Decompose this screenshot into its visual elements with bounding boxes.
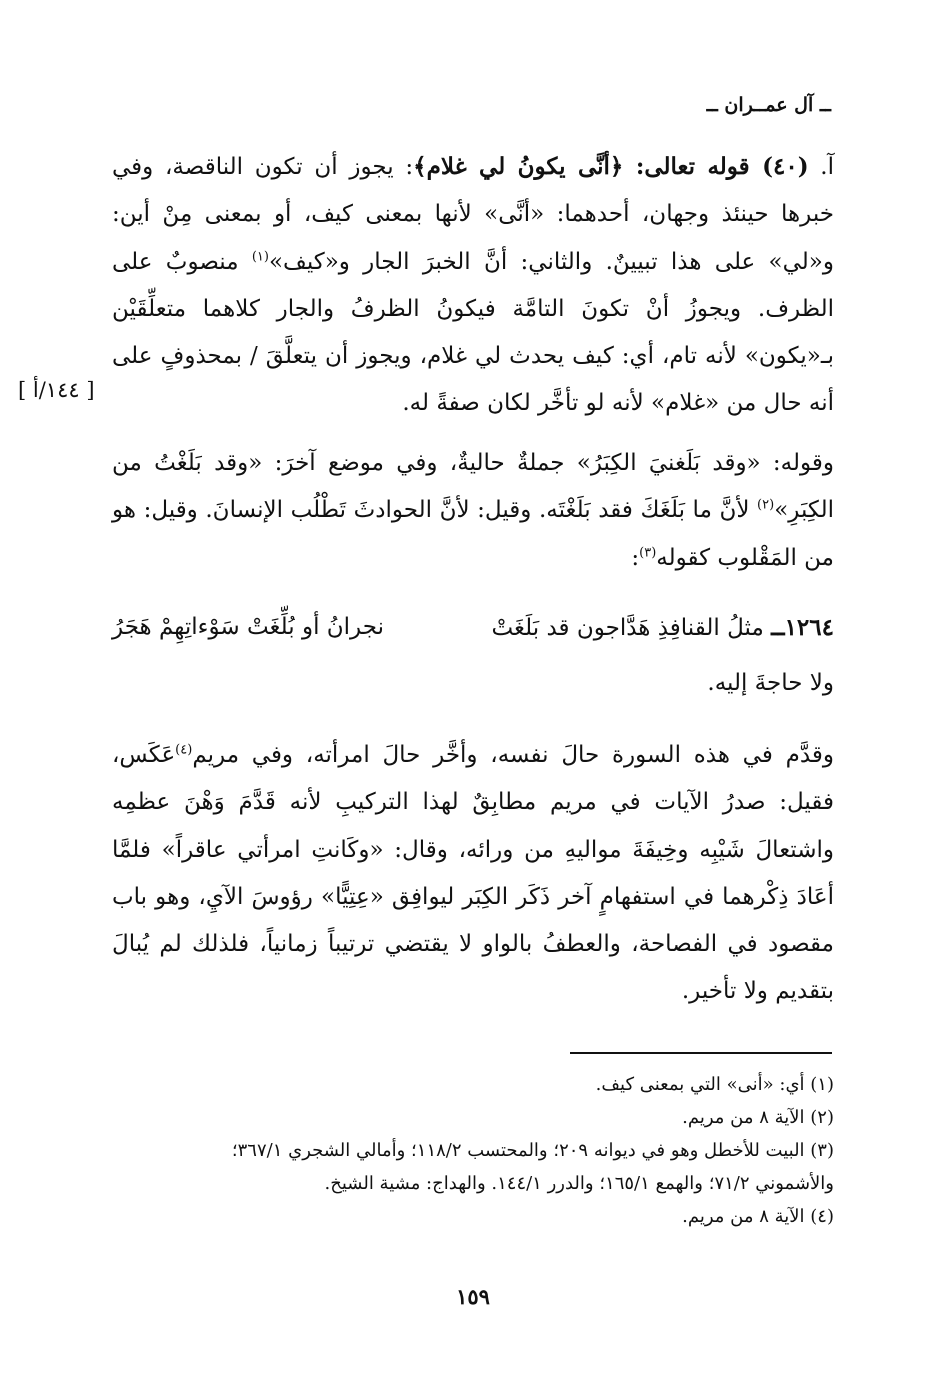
footnote-ref-4[interactable]: (٤): [175, 742, 193, 758]
paragraph-1: [112, 143, 834, 428]
page-number: ١٥٩: [456, 1284, 490, 1309]
paragraph-1-text: : يجوز أن تكون الناقصة، وفي خبرها حينئذ وجهان، أحدهما: «أنَّى» لأنها بمعنى كيف، أو بمعنى مِنْ أين: و«لي» على هذا تبيينٌ. والثاني: أنَّ الخبرَ الجار و«كيف»: [112, 154, 834, 275]
paragraph-2: [112, 440, 834, 582]
hemistich-1: مثلُ القنافِذِ هَدَّاجون قد بَلَغَتْ: [491, 615, 764, 641]
footnote-ref-2[interactable]: (٢): [757, 497, 775, 513]
footnote-3-continued: والأشموني ٧١/٢؛ والهمع ١٦٥/١؛ والدرر ١٤٤/١. والهداج: مشية الشيخ.: [324, 1173, 834, 1194]
paragraph-3-text: وقدَّم في هذه السورة حالَ نفسه، وأخَّر حالَ امرأته، وفي مريم: [192, 742, 834, 768]
manuscript-folio-marker: [ ١٤٤/أ ]: [18, 378, 95, 402]
paragraph-3-text-2: عَكَس، فقيل: صدرُ الآيات في مريم مطابِقٌ لهذا التركيبِ لأنه قَدَّمَ وَهْنَ عظمِه واشتعالَ شَيْبِه وخِيفَةَ مواليهِ من ورائه، وقال: «وكَانتِ امرأتي عاقراً» فلمَّا أعَادَ ذِكْرهما في استفهامٍ آخر ذَكَر الكِبَر ليوافِق «عِتِيًّا» رؤوسَ الآيِ، وهو باب مقصود في الفصاحة، والعطفُ بالواو لا يقتضي ترتيباً زمانياً، فلذلك لم يُبالَ بتقديم ولا تأخير.: [112, 742, 834, 1005]
verse-number: ١٢٦٤ــ: [771, 614, 834, 641]
verse-number-40: (٤٠) قوله تعالى:: [623, 153, 809, 180]
footnote-1: (١) أي: «أنى» التي بمعنى كيف.: [595, 1074, 834, 1095]
paragraph-1-text-2: منصوبٌ على الظرف. ويجوزُ أنْ تكونَ التامَّة فيكونُ الظرفُ والجار كلاهما متعلِّقَيْن بـ«يكون» لأنه تام، أي: كيف يحدث لي غلام، ويجوز أن يتعلَّقَ / بمحذوفٍ على أنه حال من «غلام» لأنه لو تأخَّر لكان صفةً له.: [112, 248, 834, 417]
poetry-verse: [112, 604, 834, 651]
running-header: ــ آل عمــران ــ: [706, 94, 831, 116]
verse-first-hemistich: [491, 604, 834, 652]
paragraph-2-text-3: :: [631, 544, 640, 571]
after-verse-text: ولا حاجةَ إليه.: [707, 670, 834, 696]
paragraph-1-lead: آ.: [808, 154, 835, 180]
footnote-ref-3[interactable]: (٣): [639, 544, 657, 560]
footnote-separator: [570, 1052, 832, 1054]
footnote-2: (٢) الآية ٨ من مريم.: [682, 1107, 834, 1128]
paragraph-3: [112, 732, 834, 1016]
footnotes: [112, 1068, 834, 1233]
verse-second-hemistich: نجرانُ أو بُلِّغَتْ سَوْءاتِهِمْ هَجَرُ: [112, 614, 384, 640]
quran-quote: ﴿أنَّى يكونُ لي غلام﴾: [413, 153, 624, 180]
paragraph-2-text: وقوله: «وقد بَلَغنيَ الكِبَرُ» جملةٌ حاليةٌ، وفي موضع آخرَ: «وقد بَلَغْتُ من الكِبَرِ»: [112, 450, 834, 524]
footnote-3: (٣) البيت للأخطل وهو في ديوانه ٢٠٩؛ والمحتسب ١١٨/٢؛ وأمالي الشجري ٣٦٧/١؛: [231, 1140, 834, 1161]
footnote-ref-1[interactable]: (١): [251, 248, 269, 264]
paragraph-2-text-2: لأنَّ ما بَلَغَكَ فقد بَلَغْتَه. وقيل: لأنَّ الحوادثَ تَطْلُب الإنسانَ. وقيل: هو من المَقْلوب كقوله: [112, 497, 834, 571]
footnote-4: (٤) الآية ٨ من مريم.: [682, 1206, 834, 1227]
